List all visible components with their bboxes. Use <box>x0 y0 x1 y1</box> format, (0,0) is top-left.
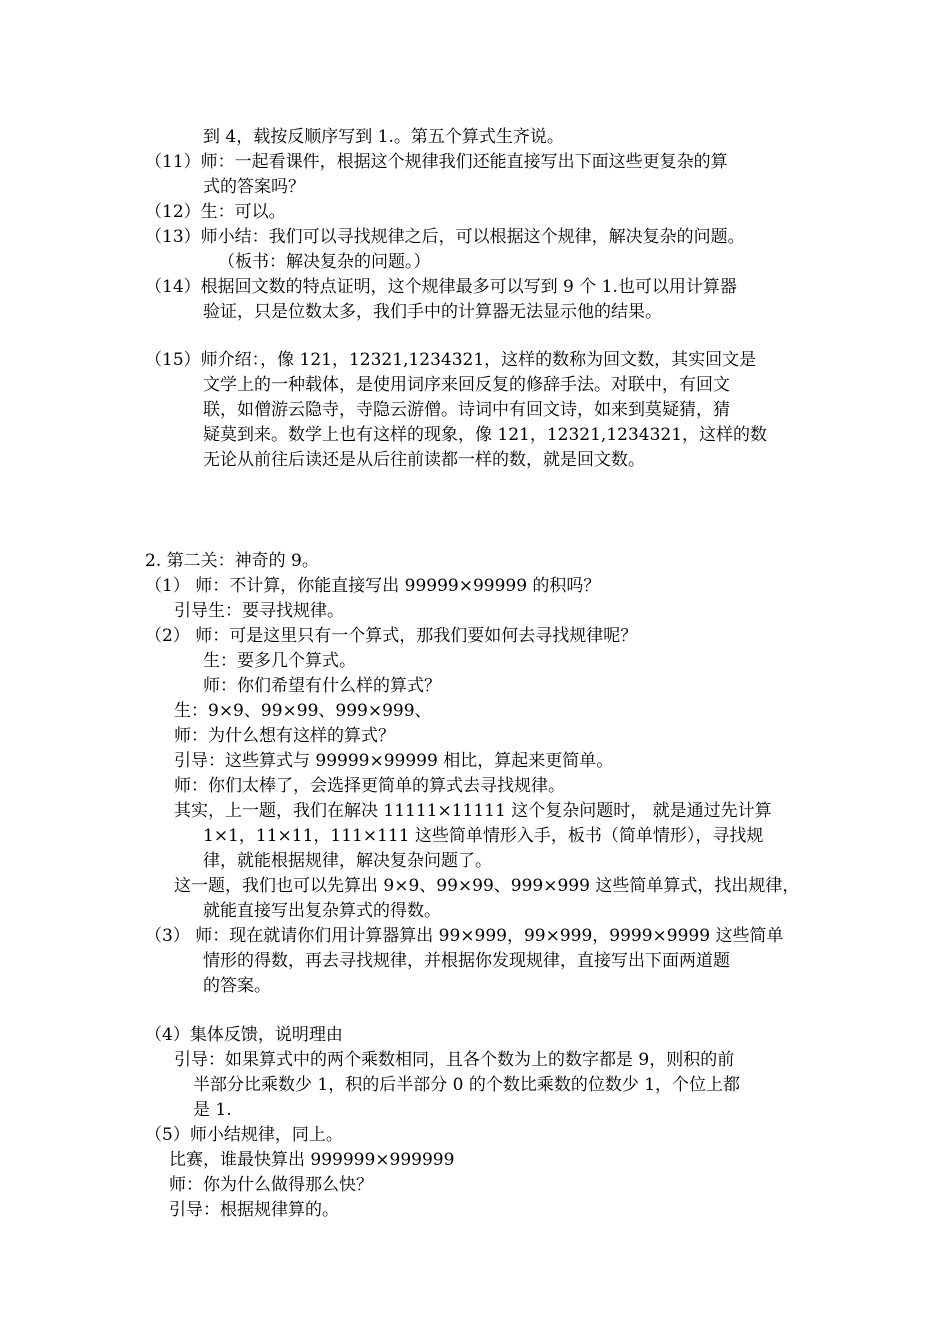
text-line: 师：你为什么做得那么快？ <box>169 1175 373 1195</box>
text-line: 疑莫到来。数学上也有这样的现象，像 121，12321,1234321，这样的数 <box>203 425 768 445</box>
text-line: 的答案。 <box>203 976 271 996</box>
text-line: 师：你们希望有什么样的算式？ <box>203 676 441 696</box>
text-line: 师：你们太棒了，会选择更简单的算式去寻找规律。 <box>174 776 565 796</box>
text-line: 无论从前往后读还是从后往前读都一样的数，就是回文数。 <box>203 450 645 470</box>
text-line: 联，如僧游云隐寺，寺隐云游僧。诗词中有回文诗，如来到莫疑猜，猜 <box>203 400 730 420</box>
text-line: 这一题，我们也可以先算出 9×9、99×99、999×999 这些简单算式，找出规律， <box>174 876 800 896</box>
text-line: 就能直接写出复杂算式的得数。 <box>203 901 441 921</box>
text-line: （13）师小结：我们可以寻找规律之后，可以根据这个规律，解决复杂的问题。 <box>145 227 745 247</box>
text-line: 引导：根据规律算的。 <box>169 1200 339 1220</box>
text-line: 式的答案吗？ <box>203 177 305 197</box>
text-line: （4）集体反馈，说明理由 <box>145 1025 343 1045</box>
text-line: 引导生：要寻找规律。 <box>174 601 344 621</box>
text-line: 是 1. <box>193 1100 232 1120</box>
text-line: 生：要多几个算式。 <box>203 651 356 671</box>
text-line: 引导：如果算式中的两个乘数相同，且各个数为上的数字都是 9，则积的前 <box>174 1050 735 1070</box>
text-line: 情形的得数，再去寻找规律，并根据你发现规律，直接写出下面两道题 <box>203 951 730 971</box>
text-line: 半部分比乘数少 1，积的后半部分 0 的个数比乘数的位数少 1，个位上都 <box>193 1075 741 1095</box>
text-line: （12）生：可以。 <box>145 202 286 222</box>
text-line: 师：为什么想有这样的算式？ <box>174 726 395 746</box>
section-heading: 2. 第二关：神奇的 9。 <box>145 551 319 571</box>
text-line: 比赛，谁最快算出 999999×999999 <box>169 1150 455 1170</box>
text-line: （2） 师：可是这里只有一个算式，那我们要如何去寻找规律呢？ <box>145 626 638 646</box>
text-line: （14）根据回文数的特点证明，这个规律最多可以写到 9 个 1.也可以用计算器 <box>145 277 737 297</box>
text-line: （板书：解决复杂的问题。） <box>218 252 431 272</box>
text-line: （5）师小结规律，同上。 <box>145 1125 343 1145</box>
text-line: 律，就能根据规律，解决复杂问题了。 <box>203 851 492 871</box>
text-line: 生：9×9、99×99、999×999、 <box>174 701 432 721</box>
text-line: 其实，上一题，我们在解决 11111×11111 这个复杂问题时， 就是通过先计算 <box>174 801 772 821</box>
text-line: 引导：这些算式与 99999×99999 相比，算起来更简单。 <box>174 751 614 771</box>
text-line: 到 4，载按反顺序写到 1.。第五个算式生齐说。 <box>203 127 564 147</box>
text-line: 文学上的一种载体，是使用词序来回反复的修辞手法。对联中，有回文 <box>203 375 730 395</box>
text-line: （1） 师：不计算，你能直接写出 99999×99999 的积吗？ <box>145 576 601 596</box>
text-line: （11）师：一起看课件，根据这个规律我们还能直接写出下面这些更复杂的算 <box>145 152 728 172</box>
text-line: 验证，只是位数太多，我们手中的计算器无法显示他的结果。 <box>203 302 662 322</box>
text-line: （15）师介绍：，像 121，12321,1234321，这样的数称为回文数，其实回文是 <box>145 350 757 370</box>
text-line: 1×1，11×11，111×111 这些简单情形入手，板书（简单情形），寻找规 <box>203 826 764 846</box>
text-line: （3） 师：现在就请你们用计算器算出 99×999，99×999，9999×9999 这些简单 <box>145 926 784 946</box>
